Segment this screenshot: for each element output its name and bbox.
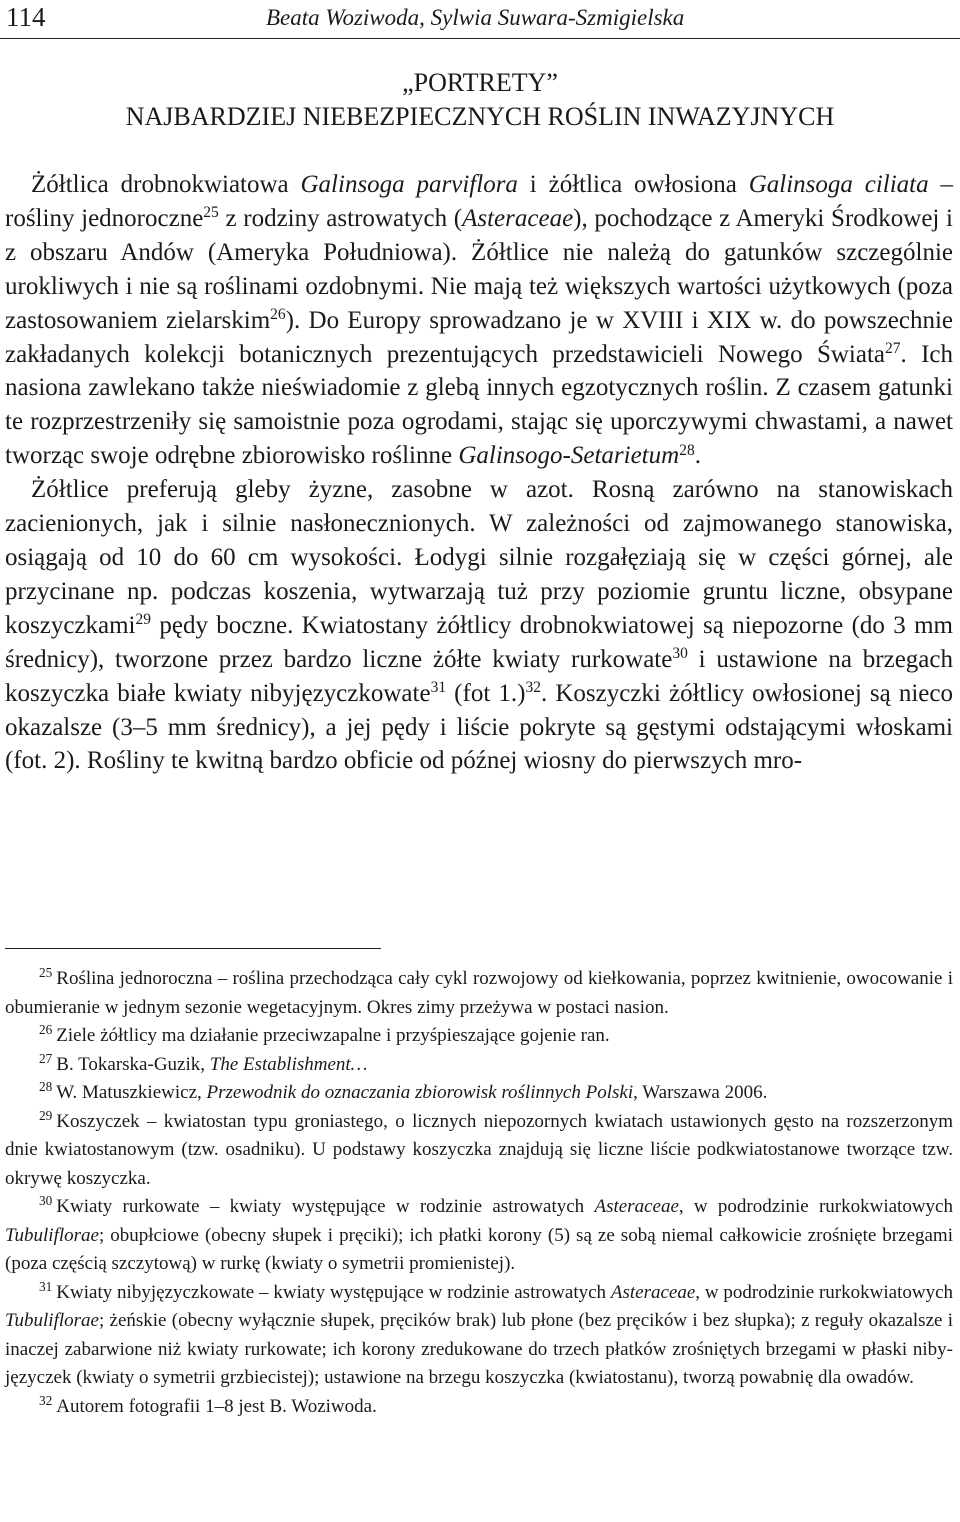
text-run: . Ich nasiona zawlekano także nieświadomie z glebą innych egzotycznych roślin. Z czasem gatunki te rozprzestrzeniły się samoistnie poza ogrodami, stając się uporczywymi chwastami, a nawet tworząc swoje odrębne zbiorowisko roślinne — [5, 340, 954, 470]
footnotes — [5, 965, 953, 1421]
footnote-number: 31 — [39, 1278, 53, 1294]
family-name: Asteraceae — [594, 1196, 679, 1217]
text-run: (fot 1.) — [446, 679, 526, 707]
text-run: Żółtlice preferują gleby żyzne, zasobne w azot. Rosną zarówno na stanowiskach zacienionych, jak i silnie nasłonecznionych. W zależności od zajmowanego stanowiska, osiągają od 10 do 60 cm wysokości. Łodygi silnie rozgałęziają się w części górnej, ale przycinane np. podczas koszenia, wytwarzają tuż przy poziomie gruntu liczne, obsypane koszyczkami — [5, 476, 953, 639]
footnote-28 — [5, 1079, 953, 1108]
footnote-number: 29 — [39, 1107, 53, 1123]
text-run: Żółtlica drobnokwiatowa — [31, 171, 301, 198]
body-text — [5, 168, 953, 778]
footnote-separator — [5, 948, 381, 949]
footnote-number: 27 — [39, 1050, 53, 1066]
footnote-text: ; obupłciowe (obecny słupek i pręciki); ich płatki korony (5) są ze sobą niemal całkowicie zrośnięte brzegami (poza częścią szczytową) w rurkę (kwiaty o symetrii promienistej). — [5, 1224, 953, 1274]
text-run: . Koszyczki żółtlicy owłosionej są nieco okazalsze (3–5 mm średnicy), a jej pędy i liście pokryte są gęstymi odstającymi włoskami (fot. 2). Rośliny te kwitną bardzo obficie od późnej wiosny do pierwszych mro- — [5, 679, 953, 775]
paragraph-2 — [5, 473, 953, 778]
section-title — [0, 66, 960, 134]
family-name: Asteraceae — [610, 1281, 696, 1303]
footnote-25 — [5, 965, 953, 1022]
text-run: pędy boczne. Kwiatostany żółtlicy drobnokwiatowej są niepozorne (do 3 mm średnicy), tworzone przez bardzo liczne żółte kwiaty rurkowate — [5, 611, 953, 673]
section-title-line-1: „PORTRETY” — [402, 68, 558, 97]
footnote-ref-25[interactable]: 25 — [203, 204, 219, 222]
header-rule — [0, 38, 960, 39]
footnote-number: 30 — [39, 1193, 53, 1209]
work-title: The Establishment… — [209, 1053, 368, 1075]
text-run: . — [694, 442, 701, 470]
text-run: ). Do Europy sprowadzano je w XVIII i XIX w. do powszechnie zakładanych kolekcji botanicznych prezentujących przedstawicieli Nowego Świata — [5, 306, 953, 368]
footnote-ref-27[interactable]: 27 — [885, 340, 901, 358]
footnote-ref-28[interactable]: 28 — [679, 441, 695, 459]
subfamily-name: Tubuliflorae — [5, 1224, 99, 1246]
footnote-ref-26[interactable]: 26 — [270, 306, 286, 324]
section-title-line-2: NAJBARDZIEJ NIEBEZPIECZNYCH ROŚLIN INWAZYJNYCH — [125, 102, 835, 131]
footnote-text: B. Tokarska-Guzik, — [56, 1053, 210, 1075]
footnote-text: W. Matuszkiewicz, — [56, 1082, 207, 1103]
footnote-31 — [5, 1279, 953, 1393]
footnote-text: Koszyczek – kwiatostan typu groniastego, o licznych niepozornych kwiatach ustawionych gęsto na rozszerzonym dnie kwiatostanowym (tzw. osadniku). U podstawy koszyczka znajdują się liczne liście podkwiatostanowe tworzące tzw. okrywę koszyczka. — [5, 1110, 953, 1189]
footnote-29 — [5, 1108, 953, 1194]
text-run: i ustawione na brzegach koszyczka białe kwiaty nibyjęzyczkowate — [5, 645, 953, 707]
footnote-ref-32[interactable]: 32 — [525, 679, 541, 697]
species-name: Galinsoga parviflora — [300, 171, 518, 198]
work-title: Przewodnik do oznaczania zbiorowisk roślinnych Polski — [206, 1082, 634, 1103]
footnote-text: Kwiaty rurkowate – kwiaty występujące w rodzinie astrowatych — [56, 1196, 595, 1217]
footnote-27 — [5, 1051, 953, 1080]
footnote-ref-31[interactable]: 31 — [430, 679, 447, 697]
footnote-text: ; żeńskie (obecny wyłącznie słupek, pręcików brak) lub płone (bez pręcików i bez słupka); z reguły okazalsze i inaczej zabarwione niż kwiaty rurkowate; ich korony zredukowane do trzech płatków zrośniętych brzegami w płaski niby-języczek (kwiaty o symetrii grzbiecistej); ustawione na brzegu koszyczka (kwiatostanu), tworzą powabnię dla owadów. — [5, 1310, 953, 1388]
text-run: z rodziny astrowatych ( — [218, 204, 463, 232]
footnote-26 — [5, 1022, 953, 1051]
footnote-text: Autorem fotografii 1–8 jest B. Woziwoda. — [56, 1395, 377, 1417]
page-number: 114 — [6, 2, 46, 32]
footnote-number: 25 — [39, 965, 53, 981]
footnote-text: Ziele żółtlicy ma działanie przeciwzapalne i przyśpieszające gojenie ran. — [56, 1025, 610, 1046]
text-run: – rośliny jednoroczne — [5, 171, 953, 232]
footnote-32 — [5, 1393, 953, 1422]
page-header — [0, 0, 960, 38]
footnote-number: 32 — [39, 1392, 53, 1408]
community-name: Galinsogo-Setarietum — [458, 442, 680, 470]
paragraph-1 — [5, 168, 953, 473]
footnote-text: , w podrodzinie rurkokwiatowych — [678, 1196, 953, 1217]
footnote-ref-29[interactable]: 29 — [135, 611, 152, 629]
footnote-number: 26 — [39, 1022, 53, 1038]
footnote-ref-30[interactable]: 30 — [672, 645, 688, 663]
family-name: Asteraceae — [462, 204, 574, 232]
running-head: Beata Woziwoda, Sylwia Suwara-Szmigielska — [266, 5, 685, 30]
footnote-text: , w podrodzinie rurkokwiatowych — [695, 1281, 953, 1303]
footnote-text: Kwiaty nibyjęzyczkowate – kwiaty występujące w rodzinie astrowatych — [56, 1281, 611, 1303]
footnote-text: Roślina jednoroczna – roślina przechodząca cały cykl rozwojowy od kiełkowania, poprzez kwitnienie, owocowanie i obumieranie w jednym sezonie wegetacyjnym. Okres zimy przeżywa w postaci nasion. — [5, 968, 953, 1018]
species-name: Galinsoga ciliata — [748, 171, 929, 198]
text-run: ), pochodzące z Ameryki Środkowej i z obszaru Andów (Ameryka Południowa). Żółtlice nie należą do gatunków szczególnie urokliwych i nie są roślinami ozdobnymi. Nie mają też większych wartości użytkowych (poza zastosowaniem zielarskim — [5, 204, 953, 334]
text-run: i żółtlica owłosiona — [517, 171, 749, 198]
subfamily-name: Tubuliflorae — [5, 1310, 99, 1331]
footnote-text: , Warszawa 2006. — [633, 1082, 768, 1103]
footnote-number: 28 — [39, 1079, 53, 1095]
footnote-30 — [5, 1193, 953, 1279]
